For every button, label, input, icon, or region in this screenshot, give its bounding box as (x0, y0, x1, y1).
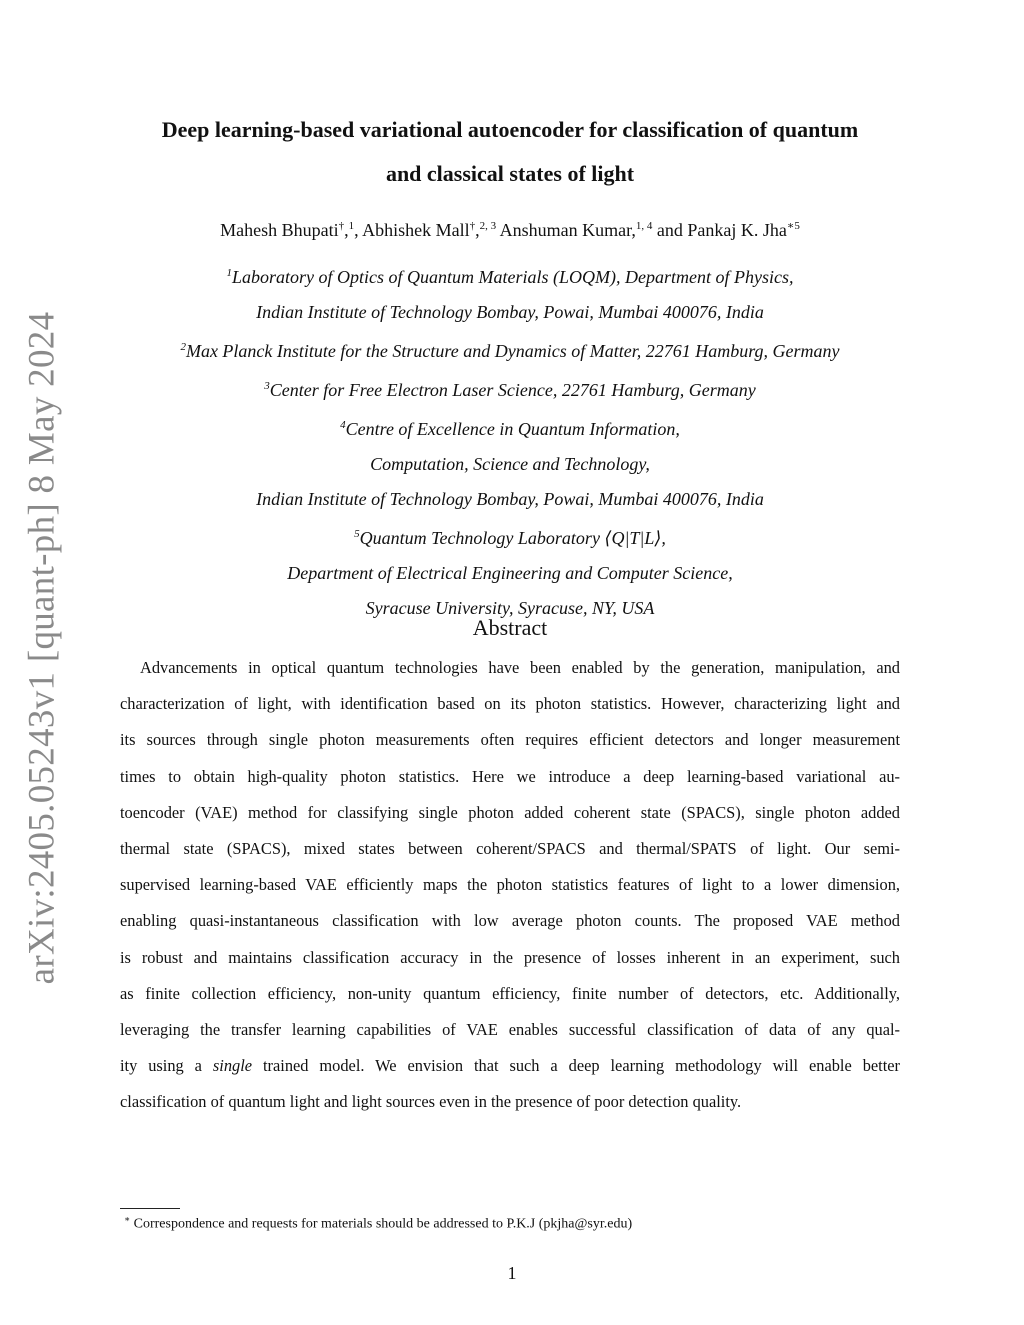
affiliation-text: Department of Electrical Engineering and Computer Science, (287, 563, 733, 583)
title-line-1: Deep learning-based variational autoencoder for classification of quantum (161, 117, 859, 142)
abstract-line: as finite collection efficiency, non-unity quantum efficiency, finite number of detectors, etc. Additionally, (120, 983, 900, 1003)
author-name: Anshuman Kumar (499, 220, 632, 240)
affiliation-line (100, 256, 920, 295)
author-separator: , (354, 220, 363, 240)
abstract-body (120, 650, 900, 1120)
abstract-line (120, 1048, 900, 1084)
paper-title (100, 108, 920, 196)
affiliation-line (100, 330, 920, 369)
affiliation-text: Indian Institute of Technology Bombay, Powai, Mumbai 400076, India (256, 302, 764, 322)
abstract-line: is robust and maintains classification accuracy in the presence of losses inherent in an experiment, such (120, 947, 900, 967)
affiliation-text: Syracuse University, Syracuse, NY, USA (365, 598, 655, 618)
author-affiliation-ref: 1, 4 (635, 220, 653, 232)
author-name: Pankaj K. Jha (687, 220, 787, 240)
affiliation-number: 1 (226, 267, 233, 279)
author-affiliation-ref: 2, 3 (479, 220, 497, 232)
footnote (124, 1214, 632, 1233)
abstract-line: characterization of light, with identification based on its photon statistics. However, characterizing light and (120, 694, 900, 714)
affiliation-line (100, 408, 920, 447)
abstract-line: Advancements in optical quantum technologies have been enabled by the generation, manipulation, and (140, 658, 900, 677)
affiliation-line (100, 295, 920, 330)
abstract-line: thermal state (SPACS), mixed states between coherent/SPACS and thermal/SPATS of light. Our semi- (120, 838, 900, 858)
abstract-line: classification of quantum light and light sources even in the presence of poor detection quality. (120, 1092, 742, 1112)
abstract-line: its sources through single photon measurements often requires efficient detectors and longer measurement (120, 730, 900, 750)
author-affiliation-ref: 5 (794, 220, 800, 232)
author-mark: ∗ (786, 220, 795, 232)
affiliation-line (100, 369, 920, 408)
author-separator: and (652, 220, 688, 240)
arxiv-stamp: arXiv:2405.05243v1 [quant-ph] 8 May 2024 (21, 311, 63, 985)
abstract-line-rest: trained model. We envision that such a deep learning methodology will enable better (252, 1056, 901, 1076)
abstract-line: times to obtain high-quality photon statistics. Here we introduce a deep learning-based variational au- (120, 766, 900, 786)
abstract-line-start: ity using a (120, 1056, 213, 1076)
footnote-divider (120, 1208, 180, 1209)
affiliation-text: Quantum Technology Laboratory ⟨Q|T|L⟩, (359, 528, 666, 548)
affiliation-line (100, 556, 920, 591)
affiliation-text: Centre of Excellence in Quantum Information, (345, 419, 680, 439)
author-affiliation-ref: 1 (348, 220, 355, 232)
author-name: Abhishek Mall (362, 220, 470, 240)
abstract-line: leveraging the transfer learning capabilities of VAE enables successful classification of data of any qual- (120, 1019, 900, 1039)
affiliation-number: 2 (180, 341, 186, 353)
abstract-line: enabling quasi-instantaneous classification with low average photon counts. The proposed VAE method (120, 911, 900, 931)
affiliation-line (100, 447, 920, 482)
title-line-2: and classical states of light (385, 161, 635, 186)
affiliation-text: Max Planck Institute for the Structure and Dynamics of Matter, 22761 Hamburg, Germany (185, 341, 840, 361)
abstract-italic-word: single (212, 1056, 253, 1076)
affiliation-line (100, 517, 920, 556)
abstract-heading: Abstract (472, 615, 548, 640)
affiliation-text: Laboratory of Optics of Quantum Materials (LOQM), Department of Physics, (232, 267, 794, 287)
author-mark: † (469, 220, 476, 232)
page-number: 1 (507, 1263, 517, 1283)
affiliation-number: 5 (354, 528, 360, 540)
affiliation-number: 3 (264, 380, 270, 392)
affiliation-number: 4 (340, 419, 346, 431)
author-mark-affiliation-ref (787, 220, 800, 232)
affiliation-text: Computation, Science and Technology, (370, 454, 650, 474)
footnote-mark: ∗ (124, 1214, 131, 1224)
footnote-text: Correspondence and requests for materials should be addressed to P.K.J (pkjha@syr.edu) (130, 1216, 633, 1232)
abstract-line: toencoder (VAE) method for classifying single photon added coherent state (SPACS), single photon added (120, 802, 900, 822)
author-list: Mahesh Bhupati†,$^1$, Abhishek Mall†,$^{2, 3}$ Anshuman Kumar,$^{1, 4}$ and Pankaj K. Jha$^{∗5}$ (220, 220, 800, 240)
affiliation-text: Indian Institute of Technology Bombay, Powai, Mumbai 400076, India (256, 489, 764, 509)
abstract-line: supervised learning-based VAE efficiently maps the photon statistics features of light to a lower dimension, (120, 875, 900, 895)
affiliation-text: Center for Free Electron Laser Science, 22761 Hamburg, Germany (269, 380, 756, 400)
author-mark: † (338, 220, 345, 232)
affiliations (100, 256, 920, 626)
affiliation-line (100, 482, 920, 517)
author-name: Mahesh Bhupati (220, 220, 339, 240)
